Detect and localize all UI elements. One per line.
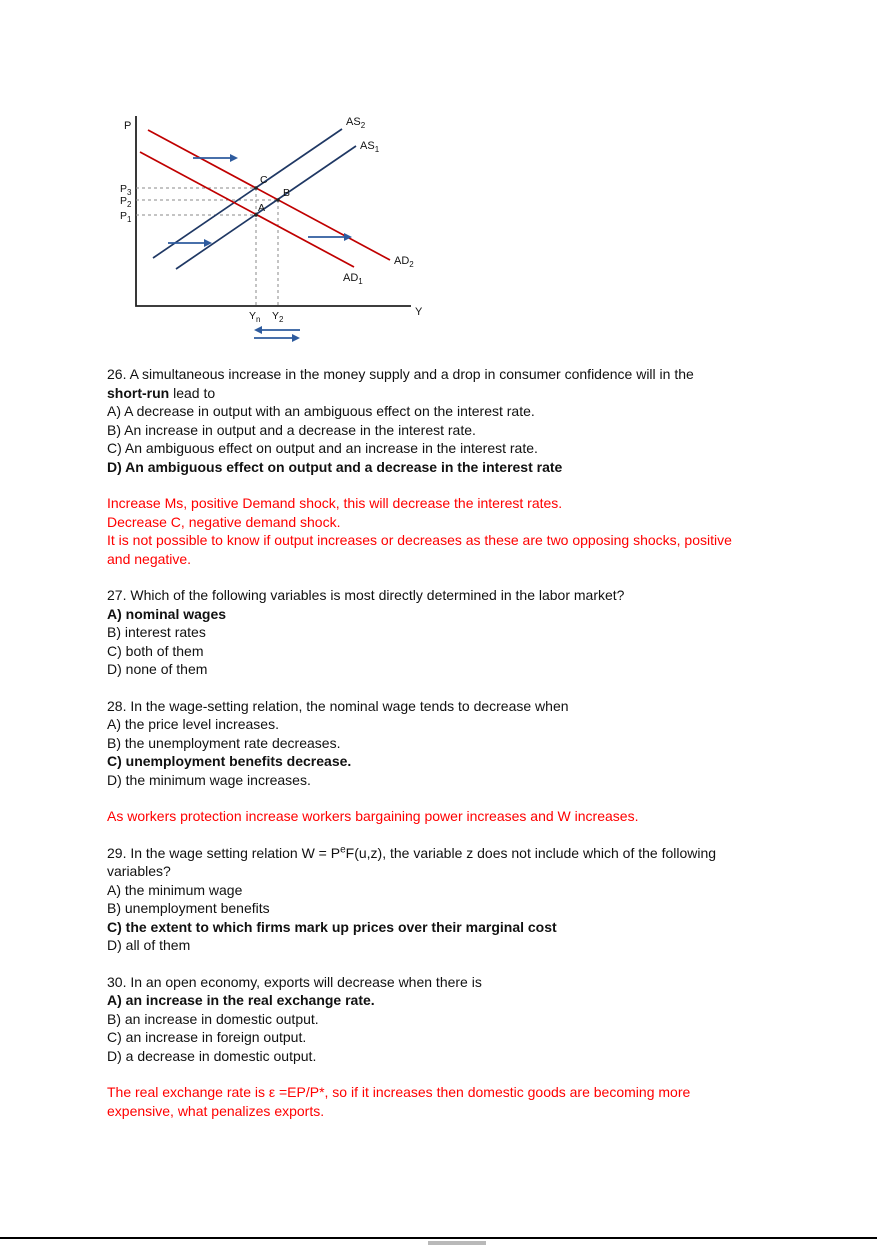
as2-label: $AS_2$ — [346, 116, 366, 130]
y-axis-label: Y — [415, 306, 423, 318]
ad2-curve — [148, 130, 390, 260]
point-b-label: B — [283, 187, 291, 199]
question-26 — [107, 365, 737, 476]
p1-label: $P_1$ — [120, 210, 132, 224]
question-27-option-d: D) none of them — [107, 661, 208, 677]
questions-content — [107, 365, 737, 1138]
explanation-26 — [107, 494, 737, 568]
question-28 — [107, 697, 737, 790]
question-29-option-b: B) unemployment benefits — [107, 900, 270, 916]
question-29 — [107, 844, 737, 955]
as1-label: $AS_1$ — [360, 140, 380, 154]
stem-bold-text: short-run — [107, 384, 170, 401]
y2-label: $Y_2$ — [272, 310, 284, 324]
explanation-line: As workers protection increase workers bargaining power increases and W increases. — [107, 808, 639, 824]
stem-text: lead to — [169, 384, 216, 401]
point-c-label: C — [260, 174, 268, 186]
as-ad-diagram — [118, 103, 438, 351]
explanation-line: It is not possible to know if output increases or decreases as these are two opposing shocks, positive and negative. — [107, 532, 732, 567]
question-29-stem — [107, 844, 737, 881]
question-30-option-b: B) an increase in domestic output. — [107, 1010, 319, 1027]
output-arrow-left — [254, 326, 300, 334]
question-30-stem: 30. In an open economy, exports will decrease when there is — [107, 973, 482, 990]
explanation-line: The real exchange rate is ε =EP/P*, so if it increases then domestic goods are becoming more expensive, what penalizes exports. — [107, 1084, 691, 1119]
yn-label: $Y_n$ — [249, 310, 261, 324]
question-26-option-a: A) A decrease in output with an ambiguous effect on the interest rate. — [107, 403, 535, 419]
question-27-option-b: B) interest rates — [107, 624, 206, 640]
question-26-option-b: B) An increase in output and a decrease in the interest rate. — [107, 421, 476, 438]
question-27-option-c: C) both of them — [107, 642, 204, 659]
question-28-option-c-correct-answer: C) unemployment benefits decrease. — [107, 753, 352, 769]
ad2-label: $AD_2$ — [394, 255, 414, 269]
question-30 — [107, 973, 737, 1066]
stem-text: 29. In the wage setting relation W = P — [107, 844, 341, 861]
footer-rule — [0, 1237, 877, 1239]
stem-text: 26. A simultaneous increase in the money supply and a drop in consumer confidence will in the — [107, 366, 694, 382]
question-29-option-d: D) all of them — [107, 937, 191, 953]
point-a-label: A — [258, 202, 266, 214]
point-c-dot — [254, 186, 258, 190]
question-30-option-d: D) a decrease in domestic output. — [107, 1047, 317, 1064]
question-27-stem: 27. Which of the following variables is most directly determined in the labor market? — [107, 587, 625, 603]
shift-arrow-top — [193, 154, 238, 162]
stem-text: F(u,z), the variable z does not include which of the following variables? — [107, 844, 717, 879]
question-30-option-a-correct-answer: A) an increase in the real exchange rate. — [107, 992, 375, 1008]
stem-superscript: e — [340, 843, 346, 855]
question-26-stem — [107, 365, 737, 402]
question-29-option-a: A) the minimum wage — [107, 881, 243, 898]
question-26-option-c: C) An ambiguous effect on output and an increase in the interest rate. — [107, 440, 538, 456]
p-axis-label: P — [124, 120, 132, 132]
question-26-option-d-correct-answer: D) An ambiguous effect on output and a decrease in the interest rate — [107, 458, 563, 475]
shift-arrow-bottom-left — [168, 239, 212, 247]
explanation-line: Increase Ms, positive Demand shock, this will decrease the interest rates. — [107, 495, 563, 511]
question-28-option-a: A) the price level increases. — [107, 716, 279, 732]
question-27-option-a-correct-answer: A) nominal wages — [107, 605, 227, 622]
output-arrow-right — [254, 334, 300, 342]
as-ad-diagram-canvas — [118, 103, 438, 351]
p2-label: $P_2$ — [120, 195, 132, 209]
footer-fine-print — [428, 1241, 486, 1245]
as1-curve — [176, 146, 356, 269]
shift-arrow-right — [308, 233, 352, 241]
explanation-28 — [107, 807, 737, 826]
question-30-option-c: C) an increase in foreign output. — [107, 1029, 307, 1045]
explanation-line: Decrease C, negative demand shock. — [107, 513, 341, 530]
question-28-option-b: B) the unemployment rate decreases. — [107, 734, 341, 751]
p3-label: $P_3$ — [120, 183, 132, 197]
question-28-stem: 28. In the wage-setting relation, the nominal wage tends to decrease when — [107, 697, 569, 714]
ad1-label: $AD_1$ — [343, 272, 363, 286]
question-27 — [107, 586, 737, 679]
point-b-dot — [276, 198, 280, 202]
explanation-30 — [107, 1083, 737, 1120]
question-28-option-d: D) the minimum wage increases. — [107, 771, 311, 788]
question-29-option-c-correct-answer: C) the extent to which firms mark up prices over their marginal cost — [107, 918, 557, 935]
